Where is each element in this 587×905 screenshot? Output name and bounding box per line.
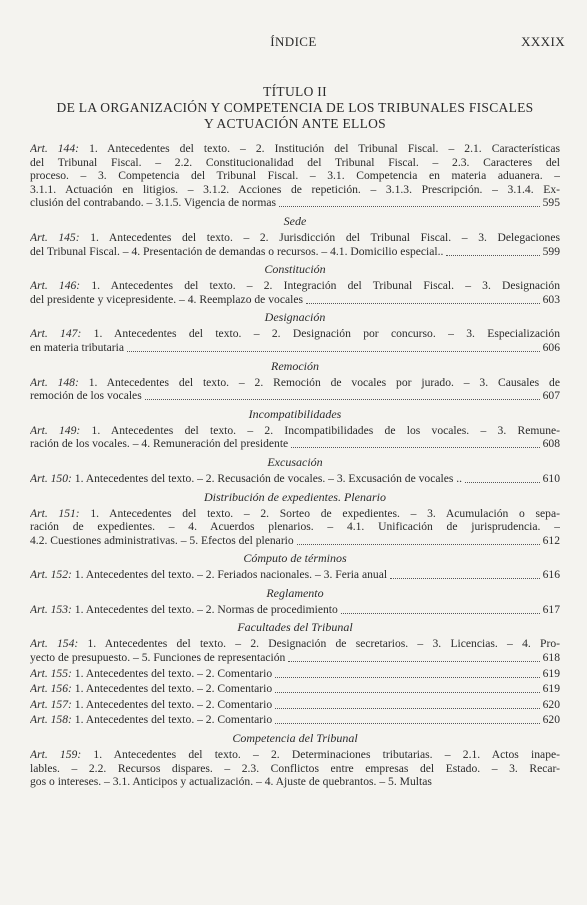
article-number: Art. 159: xyxy=(30,748,82,762)
section-heading: Distribución de expedientes. Plenario xyxy=(204,489,386,504)
leader-dots xyxy=(145,389,540,400)
index-entry xyxy=(30,142,560,210)
index-entry xyxy=(30,424,560,451)
leader-dots xyxy=(390,568,540,579)
article-number: Art. 152: xyxy=(30,568,72,582)
entry-text: 1. Antecedentes del texto. – 2. Comentario xyxy=(71,682,273,696)
entry-text: del Tribunal Fiscal. – 4. Presentación de demandas o recursos. – 4.1. Domicilio especial.. xyxy=(30,244,444,258)
index-entry xyxy=(30,472,560,486)
leader-dots xyxy=(288,651,539,662)
entry-line xyxy=(30,762,560,776)
entry-text: gos o intereses. – 3.1. Anticipos y actualización. – 4. Ajuste de quebrantos. – 5. Multas xyxy=(30,775,432,789)
title-number: TÍTULO II xyxy=(263,84,327,99)
entry-line xyxy=(30,437,560,451)
article-number: Art. 151: xyxy=(30,506,80,520)
running-head xyxy=(0,34,587,52)
entry-line xyxy=(30,279,560,293)
index-entry xyxy=(30,279,560,306)
entry-line xyxy=(30,698,560,712)
entry-text: en materia tributaria xyxy=(30,340,124,354)
leader-dots xyxy=(279,196,540,207)
entry-text: 1. Antecedentes del texto. – 2. Comentario xyxy=(71,697,273,711)
index-entry xyxy=(30,682,560,696)
section-heading: Designación xyxy=(264,310,326,325)
entry-text: 1. Antecedentes del texto. – 2. Sorteo de expedientes. – 3. Acumulación o sepa- xyxy=(79,506,560,520)
entry-text: 1. Antecedentes del texto. – 2. Integración del Tribunal Fiscal. – 3. Designación xyxy=(80,279,560,293)
index-entry xyxy=(30,376,560,403)
entry-text: 1. Antecedentes del texto. – 2. Comentario xyxy=(71,666,273,680)
page-number: 612 xyxy=(542,533,560,547)
entry-text: 1. Antecedentes del texto. – 2. Remoción de vocales por jurado. – 3. Causales de xyxy=(78,375,560,389)
page-number: 617 xyxy=(542,602,560,616)
entry-text: 1. Antecedentes del texto. – 2. Designación de secretarios. – 3. Licencias. – 4. Pro- xyxy=(78,637,560,651)
article-number: Art. 144: xyxy=(30,142,80,155)
index-entry xyxy=(30,327,560,354)
article-number: Art. 145: xyxy=(30,230,80,244)
section-heading: Constitución xyxy=(264,262,326,277)
entry-line xyxy=(30,651,560,665)
entry-text: 1. Antecedentes del texto. – 2. Designación por concurso. – 3. Especialización xyxy=(81,327,560,341)
article-number: Art. 146: xyxy=(30,279,81,293)
page-number: 620 xyxy=(542,697,560,711)
title-block xyxy=(30,84,560,132)
entry-text: del Tribunal Fiscal. – 2.2. Constitucionalidad del Tribunal Fiscal. – 2.3. Caracteres del xyxy=(30,155,560,169)
entry-line xyxy=(30,472,560,486)
entry-line xyxy=(30,568,560,582)
section-heading: Sede xyxy=(283,213,307,228)
leader-dots xyxy=(275,713,539,724)
leader-dots xyxy=(446,245,539,256)
section-heading: Excusación xyxy=(267,454,323,469)
page-number: 618 xyxy=(542,651,560,665)
index-entry xyxy=(30,568,560,582)
entry-line xyxy=(30,156,560,170)
entry-text: 1. Antecedentes del texto. – 2. Feriados nacionales. – 3. Feria anual xyxy=(71,568,388,582)
page-number: 603 xyxy=(542,292,560,306)
entry-text: 1. Antecedentes del texto. – 2. Jurisdicción del Tribunal Fiscal. – 3. Delegaciones xyxy=(79,230,560,244)
page-number: 599 xyxy=(542,244,560,258)
entry-text: 1. Antecedentes del texto. – 2. Comentario xyxy=(71,713,273,727)
entry-text: ración de los vocales. – 4. Remuneración del presidente xyxy=(30,437,289,451)
entry-line xyxy=(30,293,560,307)
entry-text: 1. Antecedentes del texto. – 2. Determinaciones tributarias. – 2.1. Actos inape- xyxy=(81,748,560,762)
index-entry xyxy=(30,748,560,789)
entry-text: 4.2. Cuestiones administrativas. – 5. Efectos del plenario xyxy=(30,533,294,547)
entry-line xyxy=(30,748,560,762)
entry-line xyxy=(30,775,560,789)
article-number: Art. 148: xyxy=(30,375,79,389)
entry-line xyxy=(30,637,560,651)
entry-line xyxy=(30,520,560,534)
index-entry xyxy=(30,603,560,617)
entry-line xyxy=(30,713,560,727)
section-heading: Cómputo de términos xyxy=(243,551,347,566)
leader-dots xyxy=(275,682,539,693)
title-heading-line-1: DE LA ORGANIZACIÓN Y COMPETENCIA DE LOS TRIBUNALES FISCALES xyxy=(56,100,534,115)
entry-line xyxy=(30,389,560,403)
entry-text: yecto de presupuesto. – 5. Funciones de representación xyxy=(30,651,286,665)
page-number: 607 xyxy=(542,389,560,403)
article-number: Art. 149: xyxy=(30,423,81,437)
entry-line xyxy=(30,507,560,521)
entry-line xyxy=(30,183,560,197)
entry-text: del presidente y vicepresidente. – 4. Reemplazo de vocales xyxy=(30,292,303,306)
index-entry xyxy=(30,507,560,548)
entry-line xyxy=(30,603,560,617)
page-number: 610 xyxy=(542,471,560,485)
index-entry xyxy=(30,713,560,727)
entry-text: 1. Antecedentes del texto. – 2. Recusación de vocales. – 3. Excusación de vocales .. xyxy=(71,471,463,485)
entry-line xyxy=(30,341,560,355)
page-number-roman: XXXIX xyxy=(521,34,565,49)
index-entry xyxy=(30,637,560,664)
leader-dots xyxy=(275,667,539,678)
leader-dots xyxy=(127,341,540,352)
article-number: Art. 153: xyxy=(30,602,72,616)
entry-line xyxy=(30,327,560,341)
entry-text: ración de expedientes. – 4. Acuerdos plenarios. – 4.1. Unificación de jurisprudencia. – xyxy=(30,520,560,534)
title-heading-line-2: Y ACTUACIÓN ANTE ELLOS xyxy=(204,116,386,131)
section-heading: Reglamento xyxy=(266,585,324,600)
entry-text: remoción de los vocales xyxy=(30,389,142,403)
index-entry xyxy=(30,667,560,681)
entry-line xyxy=(30,534,560,548)
article-number: Art. 147: xyxy=(30,327,82,341)
section-heading: Incompatibilidades xyxy=(248,406,342,421)
entry-line xyxy=(30,682,560,696)
article-number: Art. 158: xyxy=(30,713,72,727)
entry-line xyxy=(30,196,560,210)
index-entries xyxy=(30,142,560,791)
entry-line xyxy=(30,245,560,259)
entry-line xyxy=(30,231,560,245)
page-number: 606 xyxy=(542,340,560,354)
page-number: 608 xyxy=(542,437,560,451)
article-number: Art. 155: xyxy=(30,666,72,680)
article-number: Art. 157: xyxy=(30,697,72,711)
page-number: 620 xyxy=(542,713,560,727)
article-number: Art. 150: xyxy=(30,471,72,485)
entry-text: 1. Antecedentes del texto. – 2. Incompatibilidades de los vocales. – 3. Remune- xyxy=(80,423,560,437)
section-heading: Facultades del Tribunal xyxy=(237,620,353,635)
index-entry xyxy=(30,698,560,712)
leader-dots xyxy=(465,472,540,483)
leader-dots xyxy=(297,534,540,545)
section-heading: Remoción xyxy=(271,358,319,373)
index-entry xyxy=(30,231,560,258)
leader-dots xyxy=(275,698,539,709)
entry-line xyxy=(30,142,560,156)
page-number: 616 xyxy=(542,568,560,582)
entry-line xyxy=(30,424,560,438)
entry-line xyxy=(30,169,560,183)
running-head-title: ÍNDICE xyxy=(270,34,317,49)
page-number: 619 xyxy=(542,682,560,696)
entry-text: lables. – 2.2. Recursos dispares. – 2.3. Conflictos entre empresas del Estado. – 3. Recar- xyxy=(30,761,560,775)
entry-line xyxy=(30,667,560,681)
article-number: Art. 154: xyxy=(30,637,79,651)
entry-text: 1. Antecedentes del texto. – 2. Normas de procedimiento xyxy=(71,602,338,616)
leader-dots xyxy=(306,293,540,304)
entry-text: clusión del contrabando. – 3.1.5. Vigencia de normas xyxy=(30,196,277,210)
entry-line xyxy=(30,376,560,390)
entry-text: proceso. – 3. Competencia del Tribunal Fiscal. – 3.1. Competencia en materia aduanera. – xyxy=(30,169,560,183)
entry-text: 1. Antecedentes del texto. – 2. Institución del Tribunal Fiscal. – 2.1. Características xyxy=(79,142,560,155)
leader-dots xyxy=(341,603,540,614)
leader-dots xyxy=(291,437,539,448)
article-number: Art. 156: xyxy=(30,682,72,696)
page-number: 619 xyxy=(542,666,560,680)
section-heading: Competencia del Tribunal xyxy=(232,731,358,746)
page-number: 595 xyxy=(542,196,560,210)
entry-text: 3.1.1. Actuación en litigios. – 3.1.2. Acciones de repetición. – 3.1.3. Prescripción. – 3.1.4. Ex- xyxy=(30,182,560,196)
